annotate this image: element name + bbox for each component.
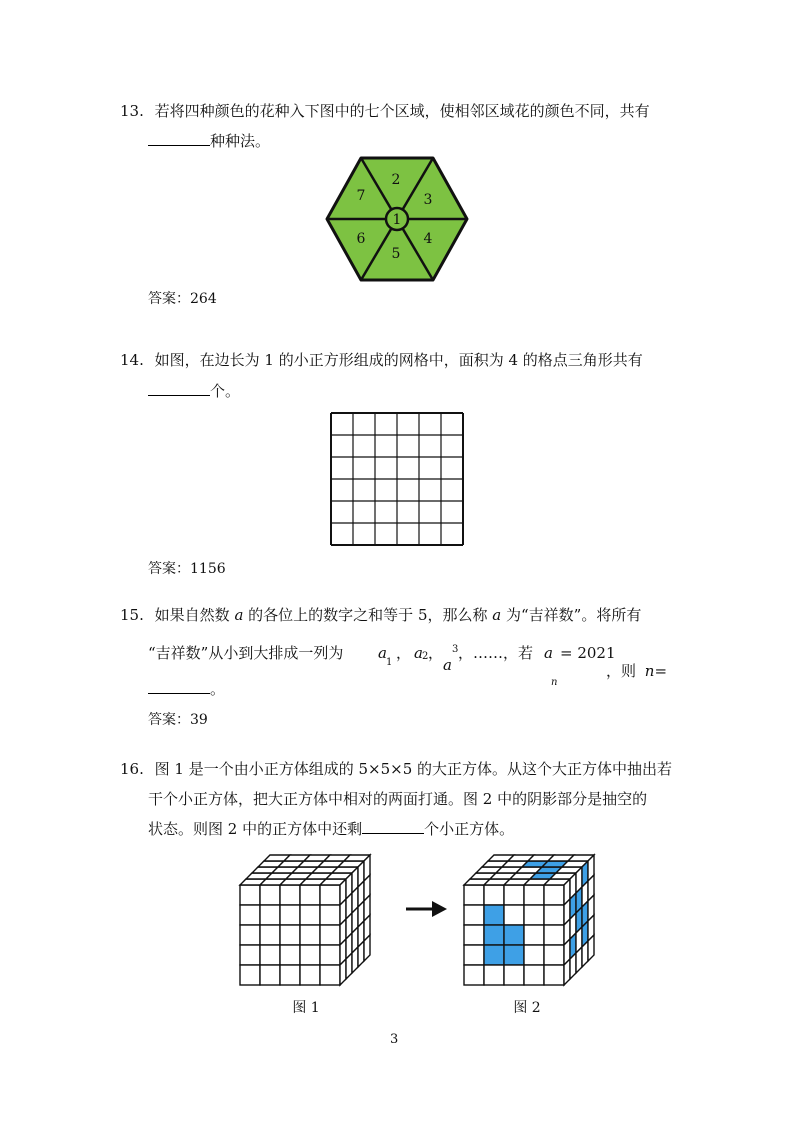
front-cell [240, 905, 260, 925]
q16-text-3a: 状态。则图 2 中的正方体中还剩 [148, 820, 363, 838]
q14-answer-label: 答案： [148, 561, 190, 577]
q15-a2-var: a [414, 644, 423, 662]
q15-answer-blank[interactable] [148, 677, 210, 694]
front-cell [300, 925, 320, 945]
q15-text-a: 如果自然数 [154, 606, 230, 624]
q15-a1-sub: 1 [386, 657, 393, 668]
q16-caption-2: 图 2 [513, 1000, 541, 1016]
front-cell [320, 925, 340, 945]
front-cell [260, 925, 280, 945]
front-cell [504, 965, 524, 985]
q15-an [544, 638, 553, 668]
front-cell [504, 885, 524, 905]
region-label-2: 2 [391, 172, 401, 188]
front-cell [240, 885, 260, 905]
region-label-3: 3 [423, 192, 433, 208]
q13-hexagon-figure [325, 156, 469, 282]
q13-answer-label: 答案： [148, 291, 190, 307]
front-cell [484, 965, 504, 985]
q15-line1 [120, 600, 641, 630]
q13-line1 [120, 96, 650, 126]
front-cell [504, 905, 524, 925]
q14-answer [148, 558, 226, 578]
q15-an-var: a [544, 644, 553, 662]
region-label-6: 6 [356, 231, 366, 247]
q16-line3 [148, 814, 514, 844]
q14-line1 [120, 345, 643, 375]
q16-line1 [120, 754, 672, 784]
q13-answer [148, 288, 217, 308]
front-cell [320, 945, 340, 965]
front-cell [300, 945, 320, 965]
q15-text-b: 的各位上的数字之和等于 5，那么称 [248, 606, 488, 624]
q15-a3-var: a [443, 656, 452, 674]
q16-text-1: 图 1 是一个由小正方体组成的 5×5×5 的大正方体。从这个大正方体中抽出若 [154, 760, 673, 778]
q14-line2 [148, 376, 240, 406]
q13-text: 若将四种颜色的花种入下图中的七个区域，使相邻区域花的颜色不同，共有 [154, 102, 650, 120]
front-cell [320, 885, 340, 905]
page-number: 3 [390, 1032, 399, 1047]
q14-answer-blank[interactable] [148, 379, 210, 396]
q15-a1-var: a [378, 644, 387, 662]
q13-line2 [148, 126, 270, 156]
q15-equals: = [654, 662, 668, 680]
q15-a3-sup: 3 [452, 644, 459, 655]
q15-var-a: a [234, 606, 244, 624]
q15-answer-value: 39 [190, 712, 208, 728]
q14-answer-value: 1156 [190, 561, 226, 577]
front-cell [320, 905, 340, 925]
front-cell [524, 925, 544, 945]
q15-text-c: 为“吉祥数”。将所有 [506, 606, 642, 624]
front-cell [260, 945, 280, 965]
q15-comma2: ， [428, 644, 444, 662]
q13-answer-value: 264 [190, 291, 217, 307]
front-cell [280, 925, 300, 945]
front-cell [464, 945, 484, 965]
front-cell [240, 945, 260, 965]
q15-ellipsis: ，……，若 [458, 644, 534, 662]
region-label-4: 4 [423, 231, 433, 247]
q15-answer-label: 答案： [148, 712, 190, 728]
q15-eq: = 2021 [560, 644, 616, 662]
q14-text: 如图，在边长为 1 的小正方形组成的网格中，面积为 4 的格点三角形共有 [154, 351, 643, 369]
q13-number: 13. [120, 102, 144, 120]
q15-line2-text: “吉祥数”从小到大排成一列为 [148, 644, 344, 662]
front-cell [280, 905, 300, 925]
front-cell [484, 925, 504, 945]
q14-number: 14. [120, 351, 144, 369]
q15-line2-start [148, 638, 343, 668]
front-cell [464, 885, 484, 905]
front-cell [260, 885, 280, 905]
front-cell [524, 885, 544, 905]
front-cell [524, 945, 544, 965]
region-label-1: 1 [392, 212, 402, 228]
front-cell [504, 945, 524, 965]
q16-text-2: 干个小正方体，把大正方体中相对的两面打通。图 2 中的阴影部分是抽空的 [148, 790, 648, 808]
front-cell [280, 885, 300, 905]
q16-line2 [148, 784, 647, 814]
front-cell [260, 905, 280, 925]
region-label-5: 5 [391, 246, 401, 262]
front-cell [484, 945, 504, 965]
front-cell [280, 945, 300, 965]
q15-answer [148, 709, 208, 729]
q15-a3 [443, 650, 452, 680]
front-cell [240, 925, 260, 945]
front-cell [260, 965, 280, 985]
q16-cube-figure-2 [462, 847, 617, 987]
q13-text-suffix: 种种法。 [210, 132, 271, 150]
q15-comma1: ， [396, 644, 412, 662]
q15-a2-sub: 2 [422, 651, 429, 662]
front-cell [504, 925, 524, 945]
front-cell [300, 885, 320, 905]
q15-an-sub: n [551, 677, 558, 688]
front-cell [240, 965, 260, 985]
q15-then [606, 656, 667, 686]
front-cell [544, 965, 564, 985]
q16-caption-1: 图 1 [292, 1000, 320, 1016]
front-cell [300, 965, 320, 985]
region-label-7: 7 [356, 188, 366, 204]
front-cell [484, 905, 504, 925]
q15-var-a-2: a [492, 606, 502, 624]
front-cell [300, 905, 320, 925]
q14-grid-figure [330, 412, 464, 546]
front-cell [464, 965, 484, 985]
q16-text-3b: 个小正方体。 [424, 820, 515, 838]
q16-answer-blank[interactable] [362, 817, 424, 834]
front-cell [524, 905, 544, 925]
q15-line3-suffix: 。 [210, 680, 226, 698]
q15-number: 15. [120, 606, 144, 624]
front-cell [544, 885, 564, 905]
q15-then-text: ，则 [606, 662, 637, 680]
front-cell [544, 925, 564, 945]
front-cell [544, 945, 564, 965]
q13-answer-blank[interactable] [148, 129, 210, 146]
front-cell [524, 965, 544, 985]
q15-line3 [148, 674, 225, 704]
front-cell [544, 905, 564, 925]
front-cell [280, 965, 300, 985]
front-cell [464, 905, 484, 925]
front-cell [320, 965, 340, 985]
q15-var-n: n [644, 662, 655, 680]
q16-number: 16. [120, 760, 144, 778]
q16-cube-figure-1 [238, 847, 393, 987]
arrow-right-icon [404, 898, 448, 920]
q14-text-suffix: 个。 [210, 382, 241, 400]
front-cell [464, 925, 484, 945]
front-cell [484, 885, 504, 905]
